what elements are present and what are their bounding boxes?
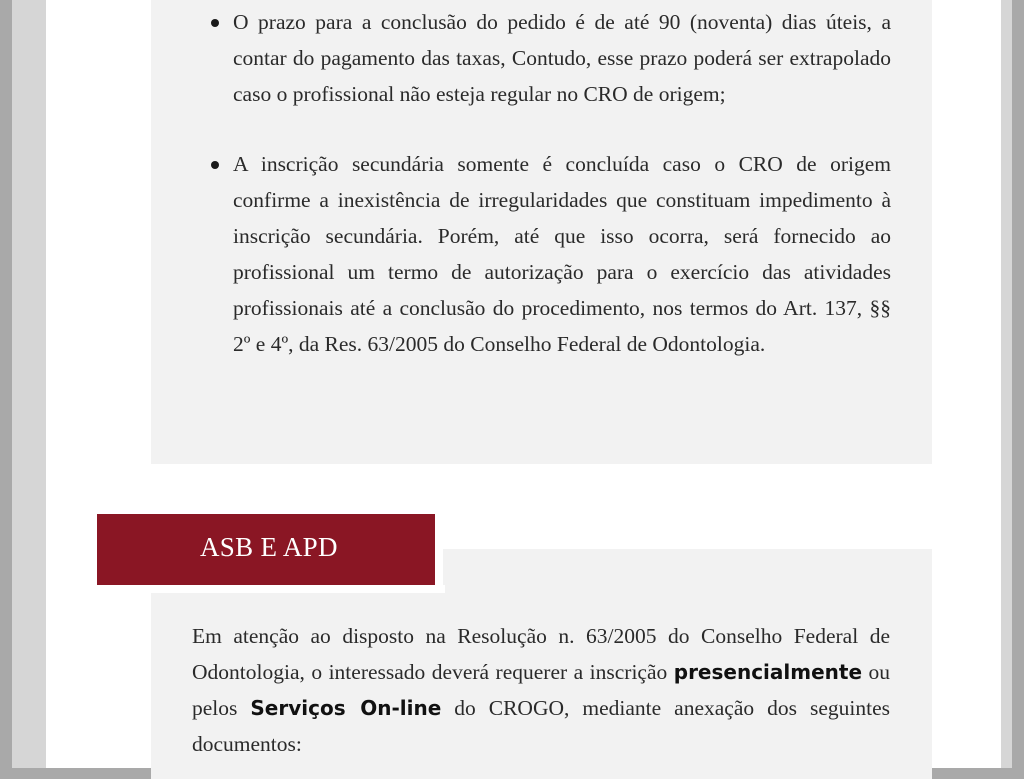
section-intro-paragraph: [192, 618, 890, 762]
notes-list: [211, 4, 891, 396]
list-item-deadline: O prazo para a conclusão do pedido é de até 90 (noventa) dias úteis, a contar do pagamento das taxas, Contudo, esse prazo poderá ser extrapolado caso o profissional não esteja regular no CRO de origem;: [211, 4, 891, 112]
list-item-secondary-registration: A inscrição secundária somente é concluída caso o CRO de origem confirme a inexistência de irregularidades que constituam impedimento à inscrição secundária. Porém, até que isso ocorra, será fornecido ao profissional um termo de autorização para o exercício das atividades profissionais até a conclusão do procedimento, nos termos do Art. 137, §§ 2º e 4º, da Res. 63/2005 do Conselho Federal de Odontologia.: [211, 146, 891, 362]
intro-text-middle: ou pelos: [192, 660, 891, 720]
intro-text-end: do CROGO, mediante anexação dos seguintes documentos:: [192, 696, 891, 756]
intro-text-start: Em atenção ao disposto na Resolução n. 63/2005 do Conselho Federal de Odontologia, o interessado deverá requerer a inscrição: [192, 624, 890, 684]
outer-frame: [12, 0, 1012, 768]
page-content: [46, 0, 1001, 768]
intro-bold-servicos-online: Serviços On-line: [250, 696, 442, 720]
section-title: ASB E APD: [200, 532, 338, 562]
intro-bold-presencialmente: presencialmente: [673, 660, 863, 684]
tab-bottom-shadow: [97, 585, 445, 593]
section-heading-tab: [97, 514, 435, 585]
